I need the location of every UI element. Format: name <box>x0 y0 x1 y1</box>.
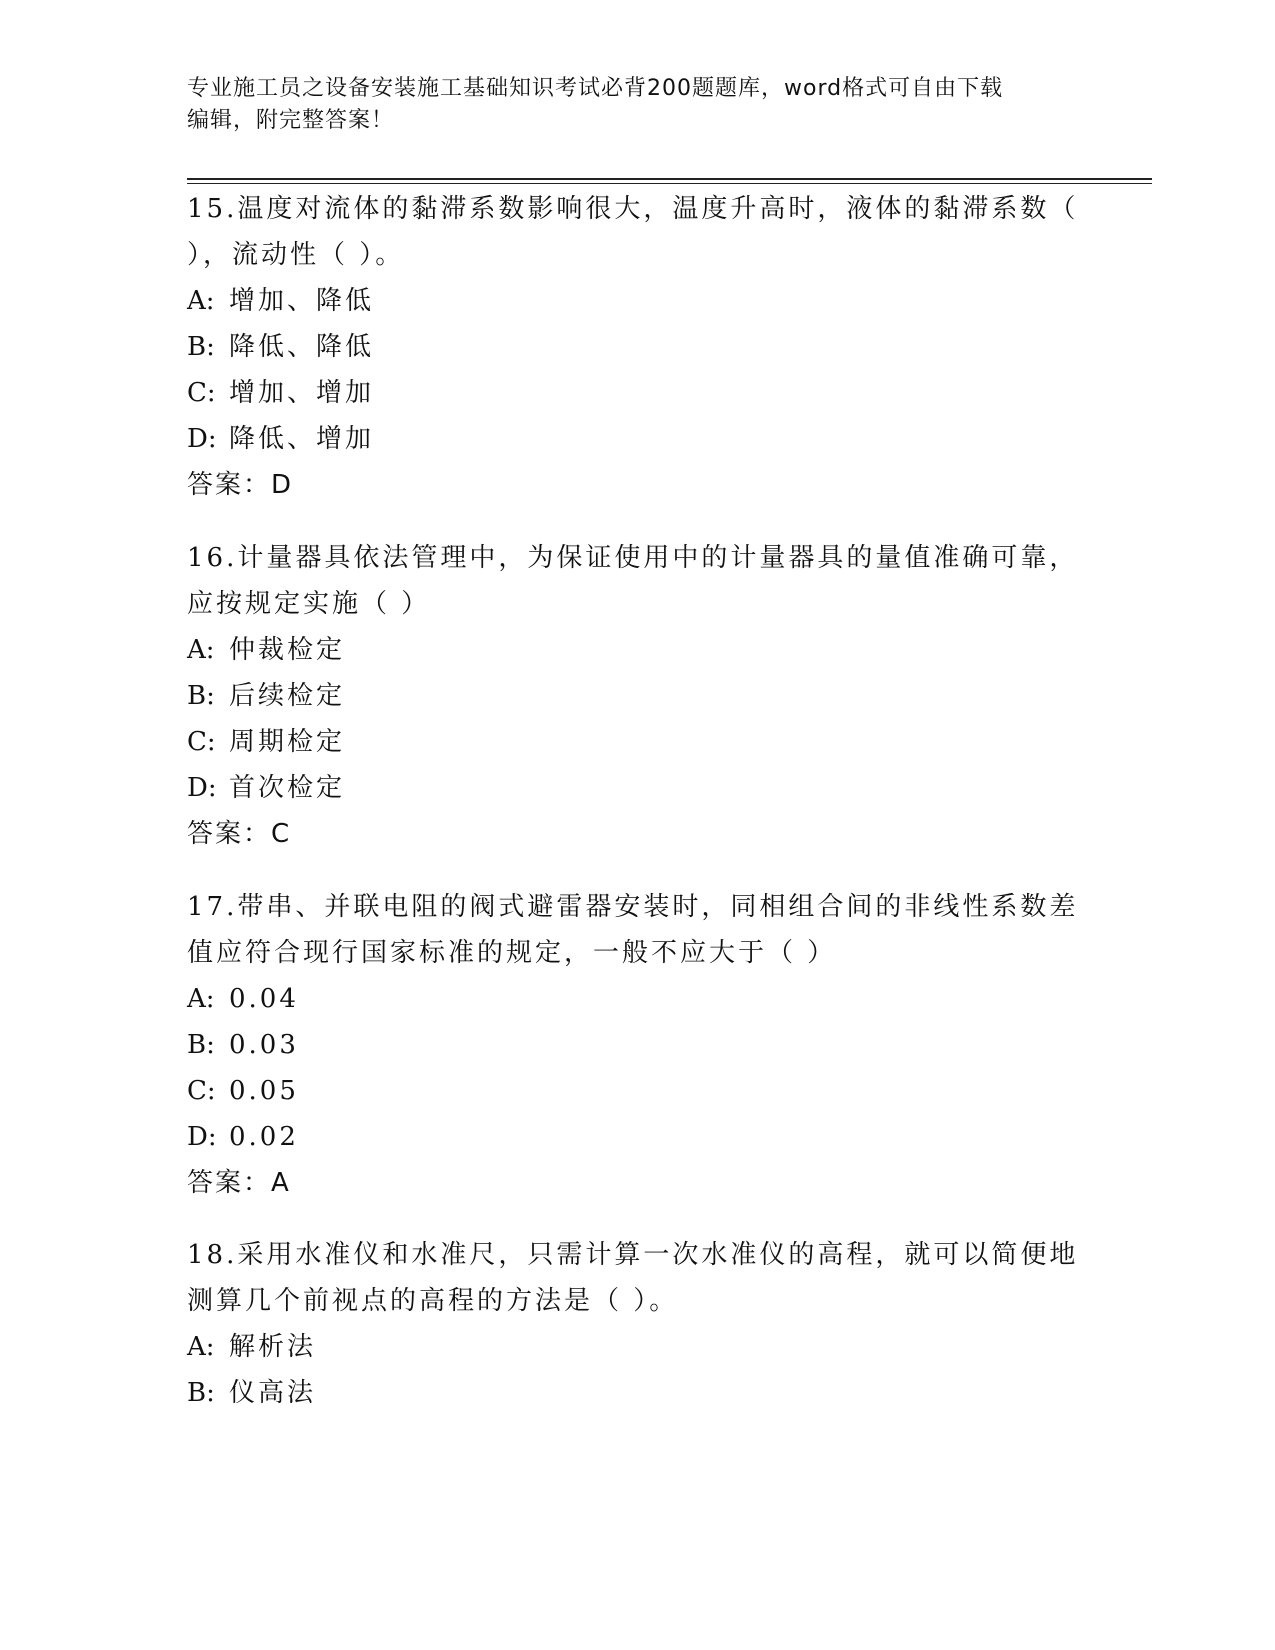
option-letter: C: <box>187 378 216 408</box>
option-text: 首次检定 <box>229 773 346 803</box>
option-b <box>187 1022 1087 1068</box>
option-text: 降低、增加 <box>229 424 375 454</box>
option-text: 仲裁检定 <box>229 635 346 665</box>
answer-line: 答案：A <box>187 1168 291 1198</box>
option-letter: A: <box>187 984 215 1014</box>
question-text-line: 18.采用水准仪和水准尺，只需计算一次水准仪的高程，就可以简便地 <box>187 1240 1079 1270</box>
option-text: 0.02 <box>229 1122 299 1152</box>
question-text-line: 应按规定实施（ ） <box>187 589 431 619</box>
option-a <box>187 976 1087 1022</box>
option-text: 解析法 <box>229 1332 317 1362</box>
option-letter: B: <box>187 1378 215 1408</box>
option-d <box>187 765 1087 811</box>
header-divider-thin <box>187 183 1152 184</box>
question-block-17 <box>187 884 1087 1206</box>
option-b <box>187 1370 1087 1416</box>
option-text: 降低、降低 <box>229 332 375 362</box>
option-b <box>187 324 1087 370</box>
option-d <box>187 1114 1087 1160</box>
document-header <box>187 73 1067 137</box>
option-letter: B: <box>187 681 215 711</box>
question-text-line: 测算几个前视点的高程的方法是（ ）。 <box>187 1286 679 1316</box>
option-text: 增加、降低 <box>229 286 375 316</box>
option-letter: D: <box>187 773 217 803</box>
question-block-15 <box>187 186 1087 508</box>
question-text-line: 15.温度对流体的黏滞系数影响很大，温度升高时，液体的黏滞系数（ <box>187 194 1079 224</box>
option-letter: C: <box>187 1076 216 1106</box>
option-text: 周期检定 <box>229 727 346 757</box>
question-text-line: 17.带串、并联电阻的阀式避雷器安装时，同相组合间的非线性系数差 <box>187 892 1079 922</box>
option-text: 后续检定 <box>229 681 346 711</box>
header-line-1: 专业施工员之设备安装施工基础知识考试必背200题题库，word格式可自由下载 <box>187 76 1004 101</box>
option-letter: B: <box>187 332 215 362</box>
option-text: 0.04 <box>229 984 299 1014</box>
option-letter: A: <box>187 635 215 665</box>
option-text: 仪高法 <box>229 1378 317 1408</box>
option-b <box>187 673 1087 719</box>
option-letter: C: <box>187 727 216 757</box>
option-letter: D: <box>187 1122 217 1152</box>
header-divider-thick <box>187 178 1152 180</box>
question-block-18 <box>187 1232 1087 1416</box>
option-letter: A: <box>187 286 215 316</box>
question-text-line: ），流动性（ ）。 <box>187 240 405 270</box>
option-a <box>187 1324 1087 1370</box>
option-c <box>187 1068 1087 1114</box>
option-c <box>187 370 1087 416</box>
option-letter: D: <box>187 424 217 454</box>
option-c <box>187 719 1087 765</box>
question-text-line: 16.计量器具依法管理中，为保证使用中的计量器具的量值准确可靠， <box>187 543 1079 573</box>
option-a <box>187 627 1087 673</box>
option-a <box>187 278 1087 324</box>
option-text: 增加、增加 <box>229 378 375 408</box>
option-text: 0.05 <box>229 1076 299 1106</box>
answer-line: 答案：C <box>187 819 292 849</box>
option-text: 0.03 <box>229 1030 299 1060</box>
option-letter: A: <box>187 1332 215 1362</box>
answer-line: 答案：D <box>187 470 294 500</box>
option-letter: B: <box>187 1030 215 1060</box>
header-line-2: 编辑，附完整答案！ <box>187 108 395 133</box>
option-d <box>187 416 1087 462</box>
question-block-16 <box>187 535 1087 857</box>
question-text-line: 值应符合现行国家标准的规定，一般不应大于（ ） <box>187 938 837 968</box>
